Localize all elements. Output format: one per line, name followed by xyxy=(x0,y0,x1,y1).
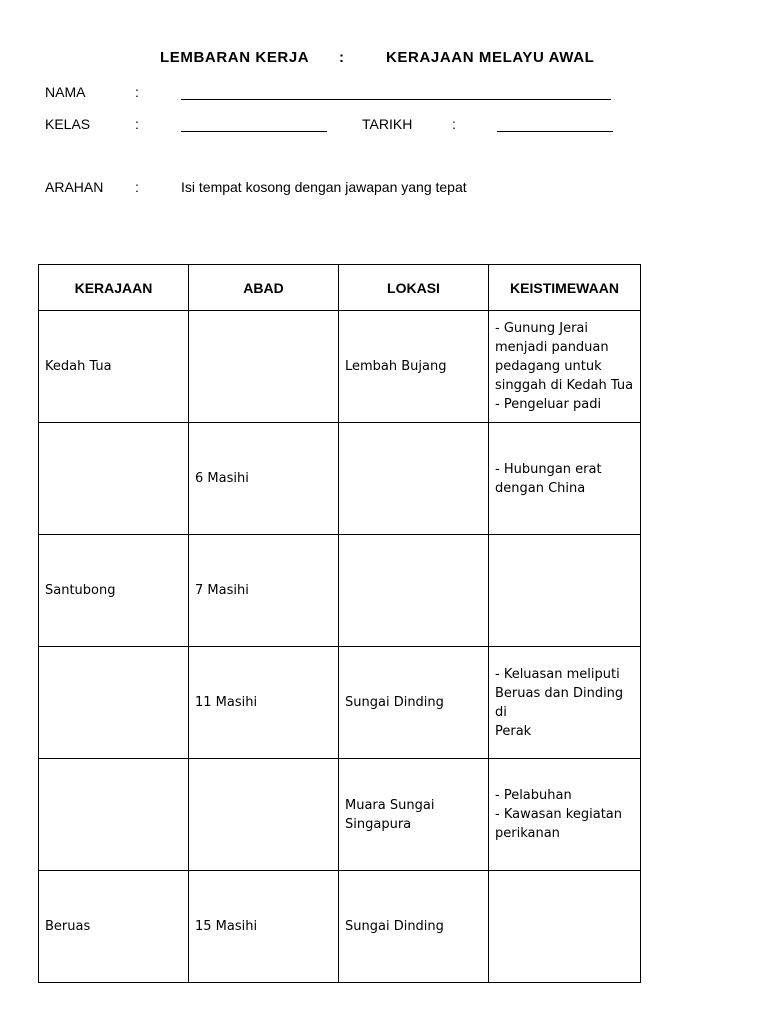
cell-kerajaan[interactable]: Santubong xyxy=(39,535,189,647)
cell-abad[interactable]: 7 Masihi xyxy=(189,535,339,647)
cell-keistimewaan[interactable] xyxy=(489,423,641,535)
cell-keistimewaan-line: perikanan xyxy=(495,826,560,841)
cell-lokasi[interactable] xyxy=(339,535,489,647)
kingdom-table xyxy=(38,264,641,983)
table-row xyxy=(39,423,641,535)
cell-abad[interactable]: 6 Masihi xyxy=(189,423,339,535)
cell-keistimewaan-line: - Pengeluar padi xyxy=(495,397,602,412)
cell-abad[interactable]: 11 Masihi xyxy=(189,647,339,759)
cell-keistimewaan-line: - Keluasan meliputi xyxy=(495,666,620,682)
tarikh-colon: : xyxy=(452,116,456,132)
arahan-text: Isi tempat kosong dengan jawapan yang tepat xyxy=(181,179,467,195)
table-row xyxy=(39,871,641,983)
tarikh-blank-line[interactable] xyxy=(497,131,613,132)
title-colon: : xyxy=(339,49,345,66)
cell-keistimewaan-line: - Gunung Jerai xyxy=(495,321,588,336)
header-keistimewaan: KEISTIMEWAAN xyxy=(489,265,641,311)
cell-keistimewaan-line: dengan China xyxy=(495,480,586,496)
nama-label: NAMA xyxy=(45,84,86,100)
cell-lokasi-line: Muara Sungai xyxy=(345,797,435,813)
title-right: KERAJAAN MELAYU AWAL xyxy=(386,49,595,66)
cell-keistimewaan-line: menjadi panduan xyxy=(495,340,609,355)
kelas-label: KELAS xyxy=(45,116,91,132)
header-abad: ABAD xyxy=(189,265,339,311)
cell-kerajaan[interactable] xyxy=(39,647,189,759)
arahan-label: ARAHAN xyxy=(45,179,104,195)
header-lokasi: LOKASI xyxy=(339,265,489,311)
cell-kerajaan[interactable]: Beruas xyxy=(39,871,189,983)
arahan-colon: : xyxy=(135,179,139,195)
header-kerajaan: KERAJAAN xyxy=(39,265,189,311)
kelas-blank-line[interactable] xyxy=(181,131,327,132)
table-row xyxy=(39,535,641,647)
tarikh-label: TARIKH xyxy=(362,116,413,132)
table-header-row xyxy=(39,265,641,311)
cell-lokasi[interactable] xyxy=(339,311,489,423)
cell-keistimewaan-line: Beruas dan Dinding di xyxy=(495,685,624,720)
cell-lokasi-line: Sungai Dinding xyxy=(345,919,444,934)
cell-abad[interactable] xyxy=(189,311,339,423)
cell-keistimewaan[interactable] xyxy=(489,311,641,423)
cell-keistimewaan-line: - Pelabuhan xyxy=(495,788,572,803)
cell-keistimewaan[interactable] xyxy=(489,871,641,983)
cell-keistimewaan[interactable] xyxy=(489,647,641,759)
nama-colon: : xyxy=(135,84,139,100)
cell-kerajaan[interactable] xyxy=(39,759,189,871)
cell-lokasi[interactable] xyxy=(339,423,489,535)
cell-keistimewaan[interactable] xyxy=(489,535,641,647)
title-left: LEMBARAN KERJA xyxy=(160,49,310,66)
cell-keistimewaan-line: Perak xyxy=(495,723,532,739)
nama-blank-line[interactable] xyxy=(181,99,611,100)
cell-keistimewaan-line: - Kawasan kegiatan xyxy=(495,807,622,822)
cell-keistimewaan-line: singgah di Kedah Tua xyxy=(495,378,634,393)
cell-abad[interactable]: 15 Masihi xyxy=(189,871,339,983)
cell-lokasi[interactable] xyxy=(339,871,489,983)
table-row xyxy=(39,311,641,423)
cell-lokasi[interactable] xyxy=(339,759,489,871)
cell-lokasi-line: Singapura xyxy=(345,816,412,832)
table-row xyxy=(39,759,641,871)
cell-lokasi[interactable] xyxy=(339,647,489,759)
cell-keistimewaan-line: pedagang untuk xyxy=(495,359,602,374)
cell-abad[interactable] xyxy=(189,759,339,871)
cell-kerajaan[interactable] xyxy=(39,423,189,535)
table-row xyxy=(39,647,641,759)
cell-keistimewaan-line: - Hubungan erat xyxy=(495,461,602,477)
cell-keistimewaan[interactable] xyxy=(489,759,641,871)
cell-kerajaan[interactable]: Kedah Tua xyxy=(39,311,189,423)
kelas-colon: : xyxy=(135,116,139,132)
cell-lokasi-line: Sungai Dinding xyxy=(345,695,444,710)
cell-lokasi-line: Lembah Bujang xyxy=(345,359,447,374)
